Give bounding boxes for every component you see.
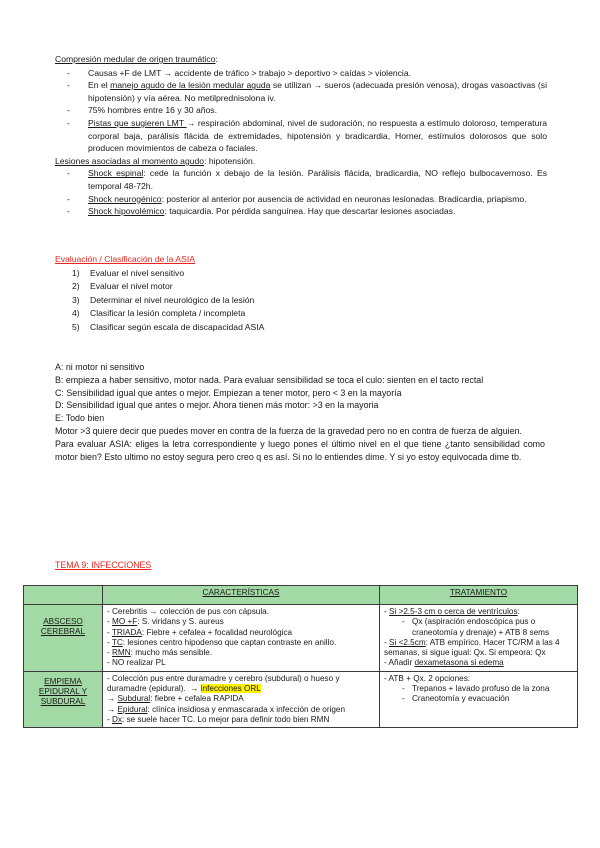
cell-line: - Si <2.5cm: ATB empírico. Hacer TC/RM a las 4 semanas, si sigue igual: Qx. Si empeora: Qx	[384, 637, 560, 658]
table-row	[24, 671, 578, 727]
cell-line: - Si >2.5-3 cm o cerca de ventrículos:	[384, 607, 520, 616]
asia-steps	[55, 267, 545, 335]
cell-line: - RMN: mucho más sensible.	[107, 648, 213, 658]
medular-heading: Compresión medular de origen traumático:	[55, 54, 218, 64]
asia-section	[55, 253, 545, 335]
cell-line: → Subdural: fiebre + cefalea RAPIDA	[107, 694, 244, 704]
list-item: 4) Clasificar la lesión completa / incompleta	[72, 308, 246, 319]
medular-list	[55, 67, 547, 155]
scale-line: C: Sensibilidad igual que antes o mejor. Empiezan a tener motor, pero < 3 en la mayoría	[55, 387, 402, 398]
cell-line: - TC: lesiones centro hipodenso que captan contraste en anillo.	[107, 637, 337, 647]
cell-line: - MO +F: S. viridans y S. aureus	[107, 617, 224, 627]
row-name-empiema: EMPIEMA EPIDURAL Y SUBDURAL	[24, 671, 103, 727]
table-row	[24, 605, 578, 672]
asia-note-evaluation: Para evaluar ASIA: eliges la letra correspondiente y luego pones el último nivel en el que tiene ¿tanto sensibilidad como motor bien? Esto ultimo no estoy segura pero creo q es así. Si no lo entiendes dime. Y si yo estoy equivocada dime tb.	[55, 438, 545, 462]
asia-scale	[55, 361, 545, 463]
empiema-caracteristicas	[103, 671, 380, 727]
cell-subline: - Trepanos + lavado profuso de la zona	[384, 684, 573, 694]
lesiones-list	[55, 167, 547, 217]
asia-heading: Evaluación / Clasificación de la ASIA	[55, 254, 195, 264]
tema9-title: TEMA 9: INFECCIONES	[55, 560, 152, 570]
asia-note-motor: Motor >3 quiere decir que puedes mover en contra de la fuerza de la gravedad pero no en contra de fuerza de alguien.	[55, 425, 522, 436]
list-item: - Shock espinal: cede la función x debajo de la lesión. Parálisis flácida, bradicardia, NO reflejo bulbocavernoso. Es temporal 48-72h.	[55, 167, 547, 192]
infecciones-table	[23, 585, 578, 728]
list-item: - Causas +F de LMT → accidente de tráfico > trabajo > deportivo > caídas > violencia.	[55, 67, 547, 80]
header-tratamiento: TRATAMIENTO	[380, 586, 578, 605]
empiema-tratamiento	[380, 671, 578, 727]
list-item: - En el manejo agudo de la lesión medular aguda se utilizan → sueros (adecuada presión venosa), drogas vasoactivas (si hipotensión) y vía aérea. No metilprednisolona iv.	[55, 79, 547, 104]
list-item: 5) Clasificar según escala de discapacidad ASIA	[72, 321, 265, 332]
cell-line: - Cerebritis → colección de pus con cápsula.	[107, 607, 270, 616]
cell-line: - ATB + Qx. 2 opciones:	[384, 673, 471, 683]
list-item: - Pistas que sugieren LMT → respiración abdominal, nivel de sudoración, no respuesta a estímulo doloroso, temperatura corporal baja, parálisis flácida de extremidades, hipotensión y bradicardia, Horner, estímulos dolorosos que solo producen movimientos de cabeza o faciales.	[55, 117, 547, 155]
lesiones-heading: Lesiones asociadas al momento agudo: hipotensión.	[55, 155, 256, 166]
list-item: - Shock neurogénico: posterior al anterior por ausencia de actividad en neuronas lesionadas. Bradicardia, priapismo.	[55, 193, 547, 206]
cell-line: - Colección pus entre duramadre y cerebro (subdural) o hueso y duramadre (epidural). → infecciones ORL	[107, 673, 340, 694]
cell-subline: - Qx (aspiración endoscópica pus o craneotomía y drenaje) + ATB 8 sems	[384, 617, 573, 638]
scale-line: A: ni motor ni sensitivo	[55, 362, 145, 372]
absceso-caracteristicas	[103, 605, 380, 672]
cell-line: - Añadir dexametasona si edema	[384, 658, 504, 668]
cell-subline: - Craneotomía y evacuación	[384, 694, 573, 704]
cell-line: - TRIADA: Fiebre + cefalea + focalidad neurológica	[107, 627, 293, 637]
list-item: 2) Evaluar el nivel motor	[72, 281, 173, 292]
list-item: 1) Evaluar el nivel sensitivo	[72, 267, 185, 278]
cell-line: - Dx: se suele hacer TC. Lo mejor para definir todo bien RMN	[107, 714, 330, 724]
highlight: infecciones ORL	[200, 684, 261, 694]
list-item: - 75% hombres entre 16 y 30 años.	[55, 104, 547, 117]
medular-section	[55, 53, 547, 218]
scale-line: B: empieza a haber sensitivo, motor nada. Para evaluar sensibilidad se toca el culo: sienten en el tacto rectal	[55, 374, 484, 385]
table-header-row	[24, 586, 578, 605]
row-name-absceso: ABSCESO CEREBRAL	[24, 605, 103, 672]
cell-line: → Epidural: clínica insidiosa y enmascarada x infección de origen	[107, 704, 346, 714]
scale-line: D: Sensibilidad igual que antes o mejor. Ahora tienen más motor: >3 en la mayoria	[55, 400, 379, 411]
header-caracteristicas: CARACTERÍSTICAS	[103, 586, 380, 605]
absceso-tratamiento	[380, 605, 578, 672]
list-item: 3) Determinar el nivel neurológico de la lesión	[72, 294, 255, 305]
list-item: - Shock hipovolémico: taquicardia. Por pérdida sanguínea. Hay que descartar lesiones asociadas.	[55, 205, 547, 218]
scale-line: E: Todo bien	[55, 413, 105, 424]
cell-line: - NO realizar PL	[107, 658, 166, 668]
header-empty-cell	[24, 586, 103, 605]
